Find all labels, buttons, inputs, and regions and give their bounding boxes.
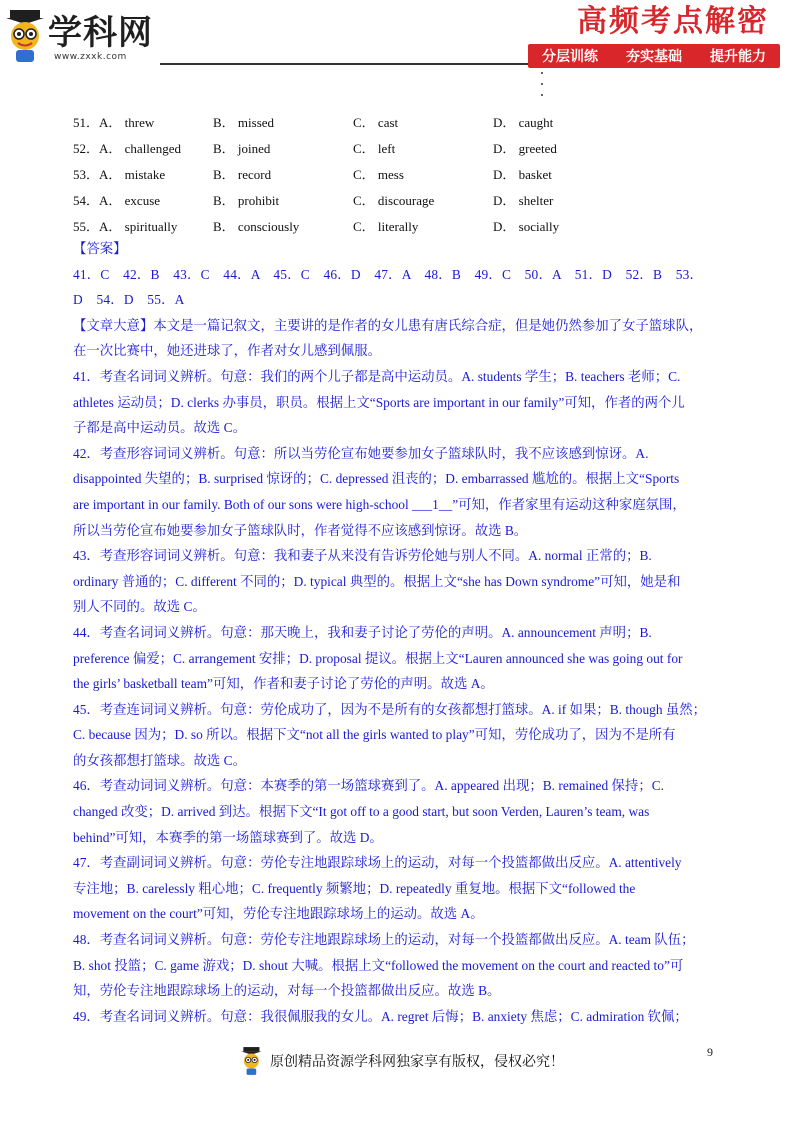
explanation-line: preference 偏爱；C. arrangement 安排；D. proposal 提议。根据上文“Lauren announced she was going out for (73, 650, 683, 666)
logo-text: 学科网 (48, 13, 153, 53)
mascot-icon (6, 8, 50, 64)
option-a: 51．A． threw (73, 114, 155, 130)
explanation-line: 41．考查名词词义辨析。句意：我们的两个儿子都是高中运动员。A. students 学生；B. teachers 老师；C. (73, 368, 681, 384)
answer-key-line: D 54．D 55．A (73, 292, 185, 308)
explanation-line: 48．考查名词词义辨析。句意：劳伦专注地跟踪球场上的运动，对每一个投篮都做出反应。A. team 队伍； (73, 932, 695, 948)
decorative-dots (541, 72, 547, 105)
option-d: D． caught (493, 114, 554, 130)
answer-heading: 【答案】 (73, 241, 127, 256)
explanation-line: behind”可知，本赛季的第一场篮球赛到了。故选 D。 (73, 829, 383, 845)
explanation-line: athletes 运动员；D. clerks 办事员，职员。根据上文“Sports are important in our family”可知，作者的两个儿 (73, 394, 685, 410)
answer-key-line: 41．C 42．B 43．C 44．A 45．C 46．D 47．A 48．B 49．C 50．A 51．D 52．B 53． (73, 266, 704, 282)
option-row (73, 134, 753, 160)
explanation-line: 的女孩都想打篮球。故选 C。 (73, 752, 246, 768)
explanation-paragraphs (73, 313, 727, 1030)
explanation-line: 42．考查形容词词义辨析。句意：所以当劳伦宣布她要参加女子篮球队时，我不应该感到惊讶。A. (73, 445, 649, 461)
option-d: D． greeted (493, 140, 557, 156)
option-b: B． missed (213, 114, 275, 130)
explanation-line: disappointed 失望的；B. surprised 惊讶的；C. depressed 沮丧的；D. embarrassed 尴尬的。根据上文“Sports (73, 471, 680, 487)
explanation-line: 45．考查连词词义辨析。句意：劳伦成功了，因为不是所有的女孩都想打篮球。A. if 如果；B. though 虽然； (73, 701, 707, 717)
option-a: 55．A． spiritually (73, 218, 178, 234)
brand-tags (528, 44, 780, 68)
option-d: D． shelter (493, 192, 554, 208)
brand-tag: 夯实基础 (626, 49, 682, 65)
brand-title: 高频考点解密 (577, 4, 769, 39)
option-row (73, 186, 753, 212)
option-c: C． discourage (353, 192, 435, 208)
explanation-line: B. shot 投篮；C. game 游戏；D. shout 大喊。根据上文“followed the movement on the court and reacted to”可 (73, 957, 684, 973)
explanation-line: changed 改变；D. arrived 到达。根据下文“It got off to a good start, but soon Verden, Lauren’s team, was (73, 804, 650, 820)
option-row (73, 108, 753, 134)
option-a: 52．A． challenged (73, 140, 181, 156)
option-c: C． literally (353, 218, 419, 234)
explanation-line: are important in our family. Both of our sons were high-school ___1__”可知，作者家里有运动这种家庭氛围， (73, 496, 686, 512)
option-d: D． basket (493, 166, 552, 182)
option-row (73, 160, 753, 186)
option-c: C． cast (353, 114, 399, 130)
page-header (0, 0, 800, 80)
explanation-line: 47．考查副词词义辨析。句意：劳伦专注地跟踪球场上的运动，对每一个投篮都做出反应。A. attentively (73, 855, 682, 871)
explanation-line: movement on the court”可知，劳伦专注地跟踪球场上的运动。故选 A。 (73, 906, 484, 922)
mascot-icon (240, 1046, 266, 1076)
option-a: 54．A． excuse (73, 192, 161, 208)
explanation-line: 子都是高中运动员。故选 C。 (73, 420, 246, 436)
option-d: D． socially (493, 218, 560, 234)
explanation-line: 46．考查动词词义辨析。句意：本赛季的第一场篮球赛到了。A. appeared 出现；B. remained 保持；C. (73, 778, 664, 794)
option-b: B． record (213, 166, 272, 182)
copyright-notice: 原创精品资源学科网独家享有版权，侵权必究！ (270, 1054, 564, 1070)
explanation-line: 44．考查名词词义辨析。句意：那天晚上，我和妻子讨论了劳伦的声明。A. announcement 声明；B. (73, 624, 652, 640)
option-b: B． joined (213, 140, 271, 156)
explanation-line: ordinary 普通的；C. different 不同的；D. typical 典型的。根据上文“she has Down syndrome”可知，她是和 (73, 573, 681, 589)
explanation-line: 专注地；B. carelessly 粗心地；C. frequently 频繁地；D. repeatedly 重复地。根据下文“followed the (73, 880, 636, 896)
explanation-line: 知，劳伦专注地跟踪球场上的运动，对每一个投篮都做出反应。故选 B。 (73, 983, 501, 999)
option-b: B． prohibit (213, 192, 280, 208)
option-b: B． consciously (213, 218, 300, 234)
question-options (73, 108, 753, 238)
explanation-line: 【文章大意】本文是一篇记叙文，主要讲的是作者的女儿患有唐氏综合症，但是她仍然参加了女子篮球队， (73, 317, 703, 333)
explanation-line: 43．考查形容词词义辨析。句意：我和妻子从来没有告诉劳伦她与别人不同。A. normal 正常的；B. (73, 548, 652, 564)
explanation-line: 在一次比赛中，她还进球了，作者对女儿感到佩服。 (73, 343, 381, 359)
explanation-line: 49．考查名词词义辨析。句意：我很佩服我的女儿。A. regret 后悔；B. anxiety 焦虑；C. admiration 钦佩； (73, 1008, 688, 1024)
option-row (73, 212, 753, 238)
explanation-line: 所以当劳伦宣布她要参加女子篮球队时，作者觉得不应该感到惊讶。故选 B。 (73, 522, 528, 538)
option-c: C． mess (353, 166, 404, 182)
explanation-line: C. because 因为；D. so 所以。根据下文“not all the girls wanted to play”可知，劳伦成功了，因为不是所有 (73, 727, 676, 743)
page-number: 9 (707, 1045, 713, 1059)
brand-tag: 提升能力 (710, 49, 766, 65)
header-divider (160, 63, 540, 65)
logo-url: www.zxxk.com (54, 52, 127, 62)
answer-explanations (73, 236, 727, 1029)
brand-tag: 分层训练 (542, 49, 598, 65)
site-logo[interactable] (6, 8, 156, 68)
option-a: 53．A． mistake (73, 166, 166, 182)
option-c: C． left (353, 140, 396, 156)
page-footer (240, 1046, 564, 1076)
explanation-line: 别人不同的。故选 C。 (73, 599, 206, 615)
explanation-line: the girls’ basketball team”可知，作者和妻子讨论了劳伦的声明。故选 A。 (73, 676, 494, 692)
